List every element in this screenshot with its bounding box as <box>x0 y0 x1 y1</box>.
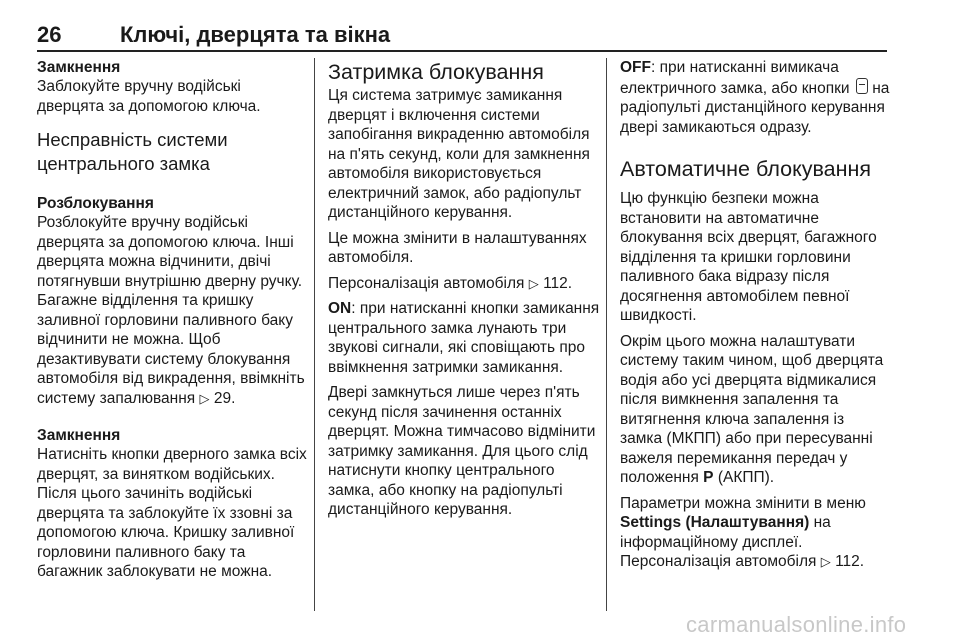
paragraph-auto-2 <box>620 332 890 488</box>
off-description-a: : при натисканні вимикача електричного замка, або кнопки <box>620 59 850 97</box>
subheading-lock-2: Замкнення <box>37 427 121 444</box>
column-1 <box>37 58 309 582</box>
page-ref-arrow-icon: ▷ <box>199 390 210 406</box>
page-ref-arrow-icon: ▷ <box>528 275 539 291</box>
auto-2-text-a: Окрім цього можна налаштувати систему таким чином, щоб дверцята водія або усі дверцята відмикалися після вимкнення запалення та витягнення ключа запалення із замка (МКПП) або при пересуванні важеля перемикання передач у положення <box>620 332 884 486</box>
paragraph-delay-1: Ця система затримує замикання дверцят і включення системи запобігання викраденню автомобіля на п'ять секунд, коли для замкнення автомобіля використовується електричний замок, або радіопульт дистанційного керування. <box>328 87 590 221</box>
watermark: carmanualsonline.info <box>686 612 907 637</box>
subheading-unlock: Розблокування <box>37 195 154 212</box>
page-header <box>37 8 887 48</box>
column-divider <box>314 58 315 611</box>
page-number: 26 <box>37 22 62 47</box>
settings-text-a: Параметри можна змінити в меню <box>620 494 866 512</box>
heading-auto-lock: Автоматичне блокування <box>620 157 871 181</box>
on-label: ON <box>328 300 352 317</box>
paragraph-unlock <box>37 213 309 408</box>
paragraph-lock-2: Натисніть кнопки дверного замка всіх дверцят, за винятком водійських. Після цього зачиніть водійські дверцята та заблокуйте їх ззовні за допомогою ключа. Кришку заливної горловини паливного баку та багажник заблокувати не можна. <box>37 446 307 580</box>
personalization-text-2: Персоналізація автомобіля <box>620 553 817 570</box>
column-2 <box>328 58 604 520</box>
paragraph-delay-3: Двері замкнуться лише через п'ять секунд після зачинення останніх дверцят. Можна тимчасово відмінити затримку замикання. Для цього слід натиснути кнопку центрального замка, або кнопку на радіопульті дистанційного керування. <box>328 384 596 518</box>
paragraph-auto-1: Цю функцію безпеки можна встановити на автоматичне блокування всіх дверцят, багажного відділення та кришки горловини паливного бака відразу після досягнення автомобілем певної швидкості. <box>620 190 877 324</box>
settings-menu-label: Settings (Налаштування) <box>620 514 810 531</box>
settings-text-b: на інформаційному дисплеї. <box>620 514 831 551</box>
page-ref-arrow-icon: ▷ <box>820 554 831 569</box>
unlock-text: Розблокуйте вручну водійські дверцята за допомогою ключа. Інші дверцята можна відчинити, двічі потягнувши внутрішню дверну ручку. Багажне відділення та кришку заливної горловини паливного баку відчинити не можна. Щоб дезактивувати систему блокування автомобіля від викрадення, ввімкніть систему запалювання <box>37 214 305 407</box>
personalization-text: Персоналізація автомобіля <box>328 274 525 292</box>
gear-p-label: P <box>703 469 714 486</box>
heading-central-lock-fault: Несправність системи центрального замка <box>37 129 228 174</box>
personalization-page-ref[interactable]: 112. <box>543 274 573 292</box>
auto-2-text-b: (АКПП). <box>717 469 775 486</box>
unlock-page-ref[interactable]: 29. <box>213 389 236 407</box>
column-3 <box>620 58 890 572</box>
paragraph-off <box>620 58 890 137</box>
remote-lock-button-icon <box>856 78 868 94</box>
paragraph-delay-2: Це можна змінити в налаштуваннях автомобіля. <box>328 229 587 266</box>
page-title: Ключі, дверцята та вікна <box>120 22 391 47</box>
heading-lock-delay: Затримка блокування <box>328 60 544 84</box>
paragraph-lock: Заблокуйте вручну водійські дверцята за допомогою ключа. <box>37 78 261 115</box>
off-label: OFF <box>620 59 651 76</box>
paragraph-settings <box>620 494 890 553</box>
header-rule <box>37 50 887 52</box>
paragraph-on <box>328 299 604 377</box>
personalization-page-ref-2[interactable]: 112. <box>835 553 865 570</box>
paragraph-personalization-ref-2 <box>620 552 890 572</box>
on-description: : при натисканні кнопки замикання центрального замка лунають три звукові сигнали, які сповіщають про ввімкнення затримки замикання. <box>328 300 600 376</box>
subheading-lock: Замкнення <box>37 59 121 76</box>
off-description-b: на радіопульті дистанційного керування двері замикаються одразу. <box>620 79 890 136</box>
paragraph-personalization-ref <box>328 274 604 294</box>
column-divider <box>606 58 607 611</box>
